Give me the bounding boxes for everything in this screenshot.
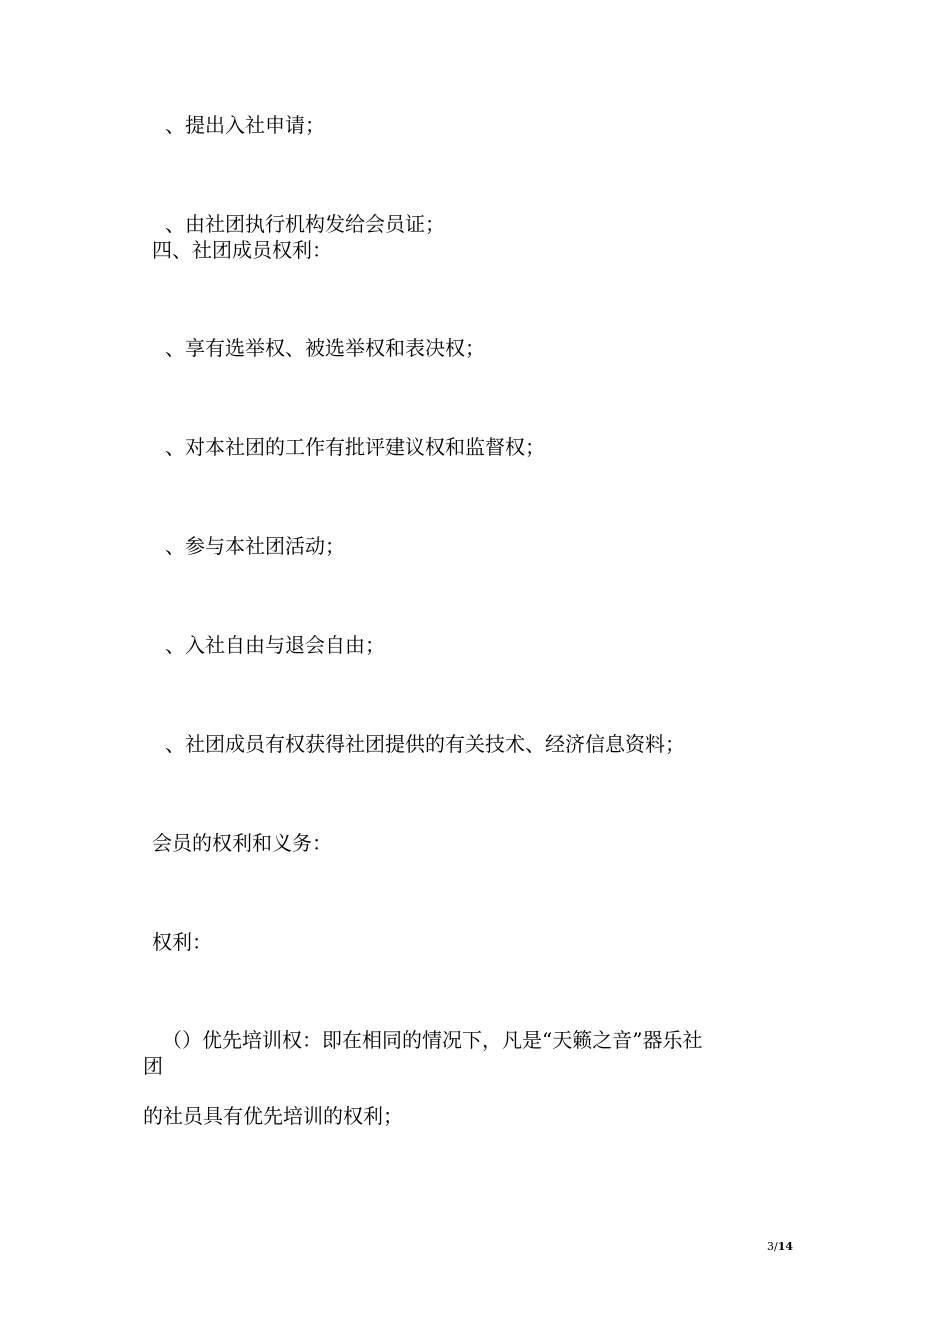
text-line-membership-card: 、由社团执行机构发给会员证； xyxy=(165,212,445,236)
text-line-priority-training: （）优先培训权：即在相同的情况下，凡是“天籁之音”器乐社 xyxy=(162,1028,703,1052)
section-heading-member-rights: 四、社团成员权利： xyxy=(152,238,332,262)
page-number-total: 14 xyxy=(777,1240,794,1253)
page-number-current: 3/ xyxy=(767,1240,778,1253)
text-line-participation: 、参与本社团活动； xyxy=(165,534,345,558)
subheading-rights-obligations: 会员的权利和义务： xyxy=(152,831,332,855)
text-line-voting-rights: 、享有选举权、被选举权和表决权； xyxy=(165,336,485,360)
subheading-rights: 权利： xyxy=(152,930,212,954)
text-line-priority-training-wrap: 团 xyxy=(143,1054,163,1078)
page-number xyxy=(767,1240,793,1254)
text-line-priority-training-end: 的社员具有优先培训的权利； xyxy=(143,1104,403,1128)
text-line-information-access: 、社团成员有权获得社团提供的有关技术、经济信息资料； xyxy=(165,732,685,756)
text-line-join-leave: 、入社自由与退会自由； xyxy=(165,633,385,657)
text-line-apply: 、提出入社申请； xyxy=(165,113,325,137)
text-line-supervision-rights: 、对本社团的工作有批评建议权和监督权； xyxy=(165,435,545,459)
